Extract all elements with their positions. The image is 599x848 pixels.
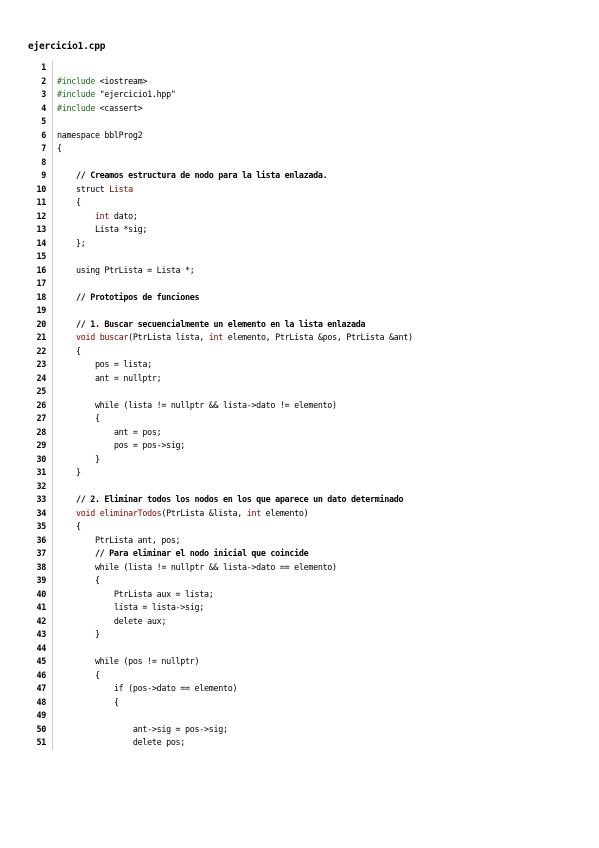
gutter-divider xyxy=(52,385,53,399)
gutter-divider xyxy=(52,156,53,170)
code-text: Lista *sig; xyxy=(57,224,148,234)
line-number: 45 xyxy=(36,656,46,666)
gutter-divider xyxy=(52,628,53,642)
gutter-divider xyxy=(52,358,53,372)
line-number: 36 xyxy=(36,534,46,545)
gutter-divider xyxy=(52,331,53,345)
gutter-divider xyxy=(52,196,53,210)
gutter-divider xyxy=(52,723,53,737)
line-number: 38 xyxy=(36,561,46,572)
line-number: 40 xyxy=(36,588,46,599)
line-number: 12 xyxy=(36,210,46,221)
code-text: { xyxy=(57,696,119,707)
code-text: ant->sig = pos->sig; xyxy=(57,723,228,734)
line-number: 5 xyxy=(41,116,46,126)
code-text: lista = lista->sig; xyxy=(57,602,205,612)
line-number: 8 xyxy=(41,156,46,167)
line-number: 50 xyxy=(36,723,46,734)
code-text: { xyxy=(57,143,62,153)
code-text: void eliminarTodos(PtrLista &lista, int elemento) xyxy=(75,507,309,518)
line-number: 2 xyxy=(41,75,46,86)
line-number: 10 xyxy=(36,183,46,194)
line-number: 31 xyxy=(36,467,46,477)
line-number: 15 xyxy=(36,251,46,261)
code-text: } xyxy=(57,467,81,477)
code-text: { xyxy=(57,521,81,531)
code-text: { xyxy=(57,575,100,585)
gutter-divider xyxy=(52,210,53,224)
gutter-divider xyxy=(52,696,53,710)
code-text: #include <cassert> xyxy=(57,102,143,113)
gutter-divider xyxy=(52,642,53,656)
gutter-divider xyxy=(52,736,53,750)
code-text: } xyxy=(57,629,100,639)
gutter-divider xyxy=(52,277,53,291)
gutter-divider xyxy=(52,615,53,629)
gutter-divider xyxy=(52,493,53,507)
line-number: 3 xyxy=(41,89,46,99)
code-text: // Prototipos de funciones xyxy=(57,291,200,302)
line-number: 41 xyxy=(36,602,46,612)
gutter-divider xyxy=(52,547,53,561)
code-text: PtrLista ant, pos; xyxy=(57,534,181,545)
line-number: 51 xyxy=(36,737,46,747)
line-number: 9 xyxy=(41,170,46,180)
gutter-divider xyxy=(52,588,53,602)
gutter-divider xyxy=(52,142,53,156)
line-number: 6 xyxy=(41,129,46,140)
gutter-divider xyxy=(52,372,53,386)
code-text: pos = pos->sig; xyxy=(57,440,186,450)
gutter-divider xyxy=(52,237,53,251)
code-text: }; xyxy=(57,237,86,248)
code-text: // Para eliminar el nodo inicial que coincide xyxy=(57,548,309,558)
gutter-divider xyxy=(52,561,53,575)
code-text: while (lista != nullptr && lista->dato == elemento) xyxy=(57,561,337,572)
code-text: PtrLista aux = lista; xyxy=(57,588,214,599)
gutter-divider xyxy=(52,574,53,588)
code-text: while (lista != nullptr && lista->dato != elemento) xyxy=(57,399,337,410)
gutter-divider xyxy=(52,655,53,669)
gutter-divider xyxy=(52,669,53,683)
gutter-divider xyxy=(52,345,53,359)
code-text: ant = nullptr; xyxy=(57,372,162,383)
code-text: { xyxy=(57,669,100,680)
line-number: 29 xyxy=(36,440,46,450)
code-text: ant = pos; xyxy=(57,426,162,437)
code-text: // 2. Eliminar todos los nodos en los que aparece un dato determinado xyxy=(57,494,404,504)
code-text: while (pos != nullptr) xyxy=(57,656,200,666)
line-number: 34 xyxy=(36,507,46,518)
code-text: { xyxy=(57,413,100,423)
gutter-divider xyxy=(52,520,53,534)
gutter-divider xyxy=(52,75,53,89)
line-number: 46 xyxy=(36,669,46,680)
line-number: 30 xyxy=(36,453,46,464)
gutter-divider xyxy=(52,682,53,696)
gutter-divider xyxy=(52,426,53,440)
line-number: 25 xyxy=(36,386,46,396)
code-text: pos = lista; xyxy=(57,359,152,369)
gutter-divider xyxy=(52,480,53,494)
gutter-divider xyxy=(52,183,53,197)
line-number: 48 xyxy=(36,696,46,707)
gutter-divider xyxy=(52,399,53,413)
line-number: 26 xyxy=(36,399,46,410)
line-number: 35 xyxy=(36,521,46,531)
line-number: 1 xyxy=(41,62,46,72)
file-title: ejercicio1.cpp xyxy=(28,41,106,52)
gutter-divider xyxy=(52,601,53,615)
line-number: 23 xyxy=(36,359,46,369)
code-text: #include <iostream> xyxy=(57,75,148,86)
line-number: 33 xyxy=(36,494,46,504)
line-number: 16 xyxy=(36,264,46,275)
line-number: 11 xyxy=(36,197,46,207)
code-text: void buscar(PtrLista lista, int elemento, PtrLista &pos, PtrLista &ant) xyxy=(75,332,413,342)
line-number: 18 xyxy=(36,291,46,302)
gutter-divider xyxy=(52,318,53,332)
line-number: 28 xyxy=(36,426,46,437)
code-text: using PtrLista = Lista *; xyxy=(57,264,195,275)
gutter-divider xyxy=(52,88,53,102)
code-text: int dato; xyxy=(94,210,138,221)
gutter-divider xyxy=(52,61,53,75)
line-number: 7 xyxy=(41,143,46,153)
line-number: 39 xyxy=(36,575,46,585)
gutter-divider xyxy=(52,223,53,237)
line-number: 47 xyxy=(36,683,46,693)
line-number: 20 xyxy=(36,318,46,329)
code-text: // 1. Buscar secuencialmente un elemento en la lista enlazada xyxy=(57,318,366,329)
code-text: { xyxy=(57,197,81,207)
gutter-divider xyxy=(52,102,53,116)
line-number: 44 xyxy=(36,642,46,653)
gutter-divider xyxy=(52,264,53,278)
line-number: 37 xyxy=(36,548,46,558)
gutter-divider xyxy=(52,534,53,548)
code-text: { xyxy=(57,345,81,356)
gutter-divider xyxy=(52,412,53,426)
code-text: #include "ejercicio1.hpp" xyxy=(57,89,176,99)
line-number: 19 xyxy=(36,305,46,315)
gutter-divider xyxy=(52,129,53,143)
line-number: 22 xyxy=(36,345,46,356)
gutter-divider xyxy=(52,115,53,129)
line-number: 32 xyxy=(36,480,46,491)
code-text: namespace bblProg2 xyxy=(57,129,143,140)
line-number: 27 xyxy=(36,413,46,423)
gutter-divider xyxy=(52,453,53,467)
gutter-divider xyxy=(52,507,53,521)
line-number: 49 xyxy=(36,710,46,720)
gutter-divider xyxy=(52,466,53,480)
gutter-divider xyxy=(52,169,53,183)
gutter-divider xyxy=(52,291,53,305)
line-number: 43 xyxy=(36,629,46,639)
code-text: delete pos; xyxy=(57,737,186,747)
line-number: 13 xyxy=(36,224,46,234)
line-number: 42 xyxy=(36,615,46,626)
line-number: 17 xyxy=(36,278,46,288)
code-text: struct Lista xyxy=(57,183,133,194)
code-text: if (pos->dato == elemento) xyxy=(57,683,238,693)
code-text: // Creamos estructura de nodo para la lista enlazada. xyxy=(57,170,328,180)
code-text: } xyxy=(57,453,100,464)
gutter-divider xyxy=(52,304,53,318)
line-number: 4 xyxy=(41,102,46,113)
line-number: 24 xyxy=(36,372,46,383)
line-number: 21 xyxy=(36,332,46,342)
gutter-divider xyxy=(52,709,53,723)
code-text: delete aux; xyxy=(57,615,167,626)
gutter-divider xyxy=(52,439,53,453)
gutter-divider xyxy=(52,250,53,264)
line-number: 14 xyxy=(36,237,46,248)
